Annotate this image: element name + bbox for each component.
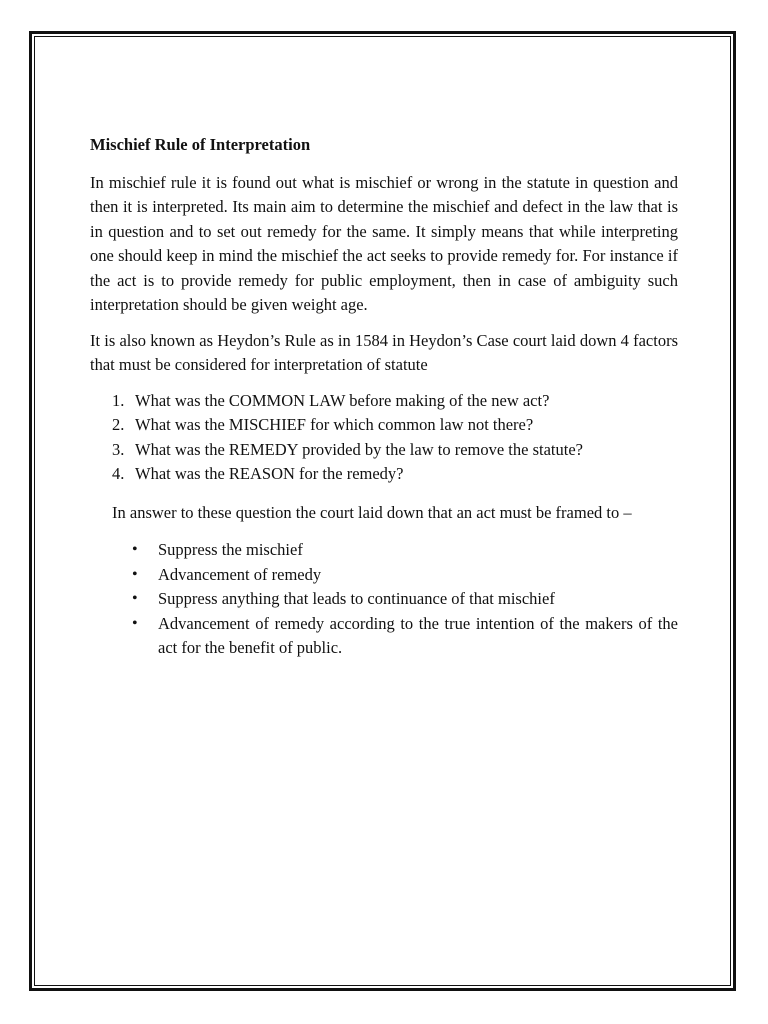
list-item: [90, 587, 678, 612]
list-item-text: What was the COMMON LAW before making of the new act?: [135, 390, 550, 410]
bullet-icon: •: [132, 614, 138, 632]
document-heading: Mischief Rule of Interpretation: [90, 135, 311, 154]
paragraph-heydons-rule: It is also known as Heydon’s Rule as in 1584 in Heydon’s Case court laid down 4 factors that must be considered for interpretation of statute: [90, 330, 678, 374]
answer-intro: In answer to these question the court laid down that an act must be framed to –: [112, 502, 632, 522]
list-item-text: What was the REASON for the remedy?: [135, 464, 404, 483]
list-item-text: What was the REMEDY provided by the law to remove the statute?: [135, 439, 583, 459]
list-number: 4.: [112, 464, 125, 483]
list-item: [90, 563, 678, 588]
list-item-text: Advancement of remedy: [158, 564, 322, 584]
bullet-list: [90, 538, 678, 661]
document-body: [90, 133, 678, 661]
list-item: [90, 538, 678, 563]
numbered-list: [90, 389, 678, 487]
list-item: [90, 389, 678, 414]
list-item-text: What was the MISCHIEF for which common law not there?: [135, 415, 534, 434]
list-item-text: Advancement of remedy according to the true intention of the makers of the act for the benefit of public.: [158, 613, 678, 657]
list-item: [90, 438, 678, 463]
list-item-text: Suppress anything that leads to continuance of that mischief: [158, 589, 555, 608]
paragraph-mischief-rule: In mischief rule it is found out what is mischief or wrong in the statute in question and then it is interpreted. Its main aim to determine the mischief and defect in the law that is in question and to set out remedy for the same. It simply means that while interpreting one should keep in mind the mischief the act seeks to provide remedy for. For instance if the act is to provide remedy for public employment, then in case of ambiguity such interpretation should be given weight age.: [90, 172, 678, 314]
list-item-text: Suppress the mischief: [158, 540, 303, 559]
list-item: [90, 612, 678, 661]
list-number: 2.: [112, 415, 125, 434]
bullet-icon: •: [132, 541, 138, 558]
bullet-icon: •: [132, 565, 138, 583]
list-item: [90, 413, 678, 438]
bullet-icon: •: [132, 590, 138, 607]
list-number: 3.: [112, 439, 125, 459]
list-number: 1.: [112, 390, 125, 410]
list-item: [90, 462, 678, 487]
